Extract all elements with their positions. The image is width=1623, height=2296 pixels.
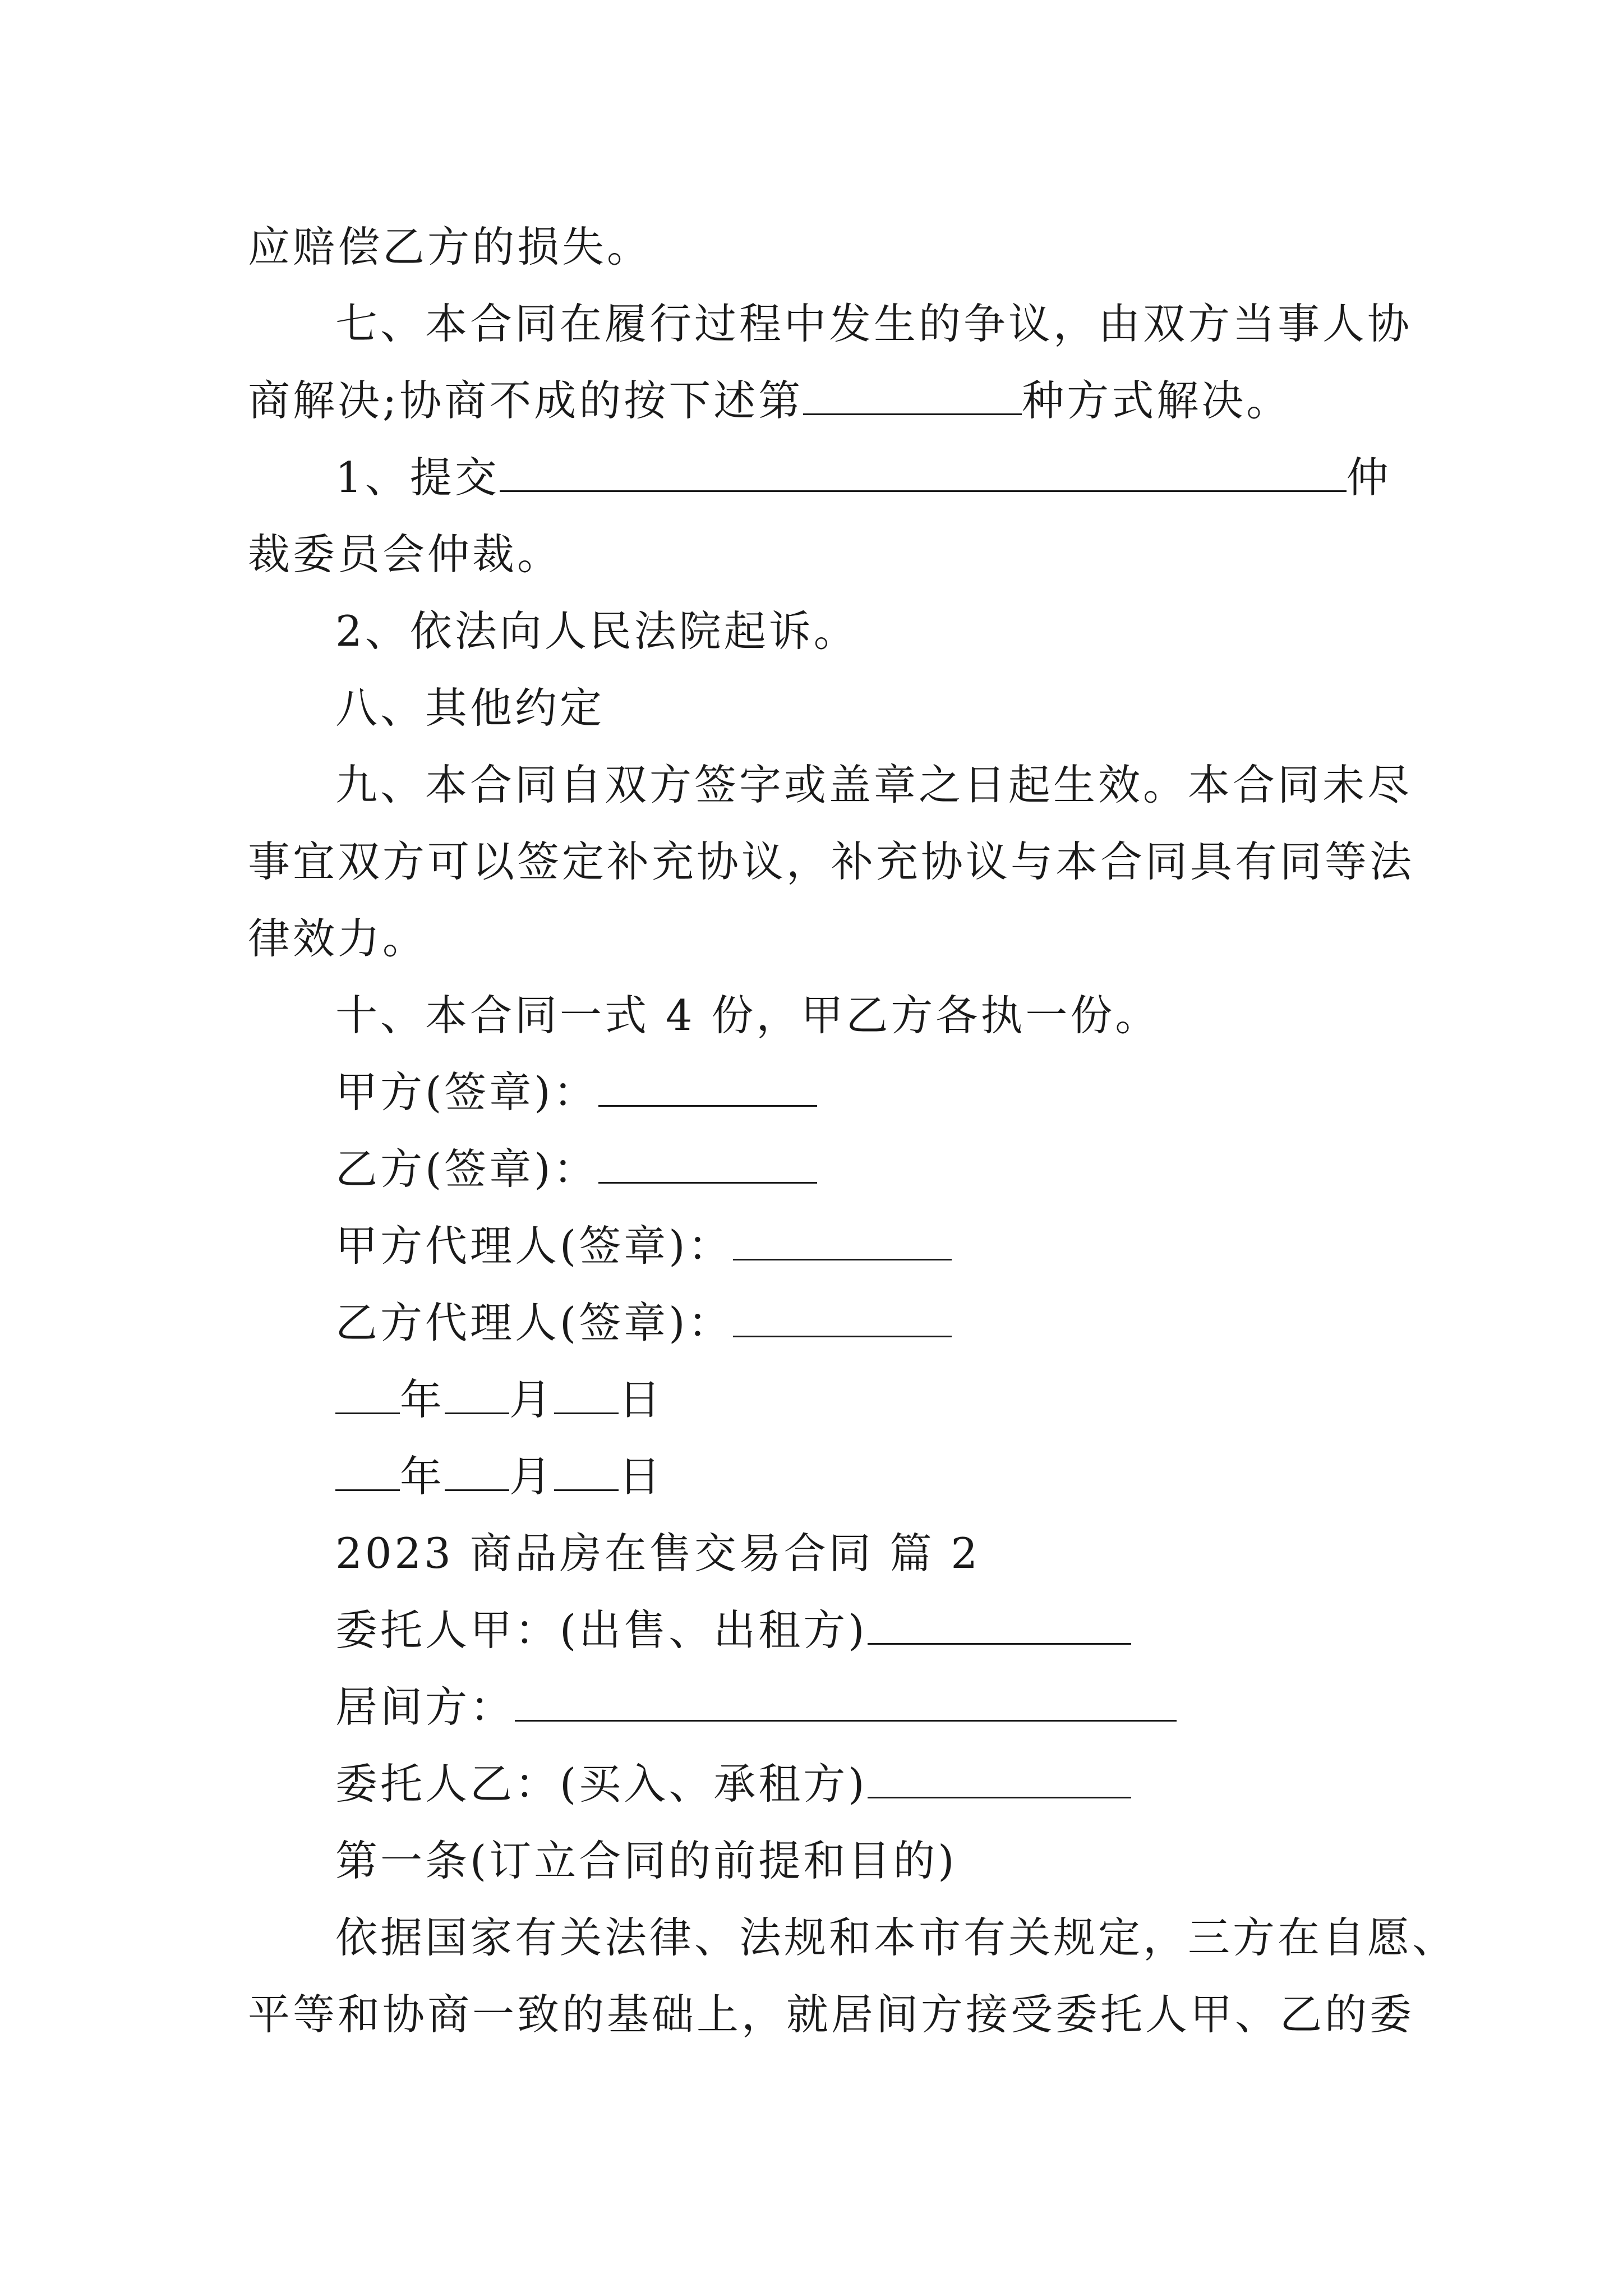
party-b-signature-line xyxy=(248,1131,1384,1208)
clause-7-line xyxy=(248,286,1413,362)
text: 甲方代理人(签章)： xyxy=(335,1221,733,1271)
clause-7-continuation xyxy=(248,362,1384,439)
clause-9-continuation xyxy=(248,823,1415,900)
party-b-agent-signature-line xyxy=(248,1285,1384,1361)
year-blank[interactable] xyxy=(335,1450,400,1491)
fill-in-blank[interactable] xyxy=(515,1681,1177,1722)
text: 九、本合同自双方签字或盖章之日起生效。本合同未尽 xyxy=(335,760,1413,809)
article-1-continuation xyxy=(248,1976,1415,2053)
text: 乙方(签章)： xyxy=(335,1144,598,1194)
article-1-line xyxy=(248,1899,1458,1976)
day-blank[interactable] xyxy=(554,1373,619,1414)
option-1-line xyxy=(248,439,1391,516)
text: 商解决;协商不成的按下述第 xyxy=(248,376,804,425)
text: 委托人乙：(买入、承租方) xyxy=(335,1759,868,1809)
article-1-heading xyxy=(248,1823,1384,1899)
intermediary-line xyxy=(248,1669,1384,1746)
fill-in-blank[interactable] xyxy=(868,1757,1131,1798)
text: 乙方代理人(签章)： xyxy=(335,1298,733,1347)
text: 八、其他约定 xyxy=(335,683,605,733)
fill-in-blank[interactable] xyxy=(868,1604,1131,1645)
document-body xyxy=(248,209,1458,2053)
text: 月 xyxy=(509,1452,555,1501)
text: 应赔偿乙方的损失。 xyxy=(248,222,652,272)
section-title xyxy=(248,1515,1384,1592)
text: 甲方(签章)： xyxy=(335,1068,598,1117)
text: 七、本合同在履行过程中发生的争议，由双方当事人协 xyxy=(335,299,1413,348)
signature-blank[interactable] xyxy=(733,1220,952,1260)
text: 2、依法向人民法院起诉。 xyxy=(335,606,859,656)
text: 日 xyxy=(619,1375,664,1424)
principal-b-line xyxy=(248,1746,1384,1823)
text: 月 xyxy=(509,1375,555,1424)
signature-blank[interactable] xyxy=(598,1066,817,1107)
text: 委托人甲：(出售、出租方) xyxy=(335,1605,868,1655)
text: 2023 商品房在售交易合同 篇 2 xyxy=(335,1529,981,1578)
text: 年 xyxy=(400,1375,445,1424)
clause-8-line xyxy=(248,670,1384,747)
month-blank[interactable] xyxy=(445,1450,509,1491)
party-a-signature-line xyxy=(248,1054,1384,1131)
text: 律效力。 xyxy=(248,914,428,963)
clause-9-line xyxy=(248,747,1413,823)
date-line xyxy=(248,1361,1384,1438)
clause-10-line xyxy=(248,977,1384,1054)
signature-blank[interactable] xyxy=(733,1296,952,1337)
paragraph-line xyxy=(248,209,1384,286)
fill-in-blank[interactable] xyxy=(803,374,1022,415)
text: 日 xyxy=(619,1452,664,1501)
text: 种方式解决。 xyxy=(1022,376,1292,425)
text: 十、本合同一式 4 份，甲乙方各执一份。 xyxy=(335,991,1160,1040)
month-blank[interactable] xyxy=(445,1373,509,1414)
day-blank[interactable] xyxy=(554,1450,619,1491)
option-2-line xyxy=(248,593,1384,670)
party-a-agent-signature-line xyxy=(248,1208,1384,1285)
clause-9-continuation xyxy=(248,900,1384,977)
text: 1、提交 xyxy=(335,453,500,502)
principal-a-line xyxy=(248,1592,1384,1669)
option-1-continuation xyxy=(248,516,1384,593)
text: 年 xyxy=(400,1452,445,1501)
text: 裁委员会仲裁。 xyxy=(248,530,562,579)
signature-blank[interactable] xyxy=(598,1143,817,1184)
text: 第一条(订立合同的前提和目的) xyxy=(335,1836,957,1885)
year-blank[interactable] xyxy=(335,1373,400,1414)
date-line xyxy=(248,1438,1384,1515)
arbitration-committee-blank[interactable] xyxy=(500,451,1347,492)
text: 仲 xyxy=(1346,453,1391,502)
text: 依据国家有关法律、法规和本市有关规定，三方在自愿、 xyxy=(335,1913,1458,1962)
text: 居间方： xyxy=(335,1682,515,1732)
text: 事宜双方可以签定补充协议，补充协议与本合同具有同等法 xyxy=(248,837,1415,886)
text: 平等和协商一致的基础上，就居间方接受委托人甲、乙的委 xyxy=(248,1990,1415,2039)
